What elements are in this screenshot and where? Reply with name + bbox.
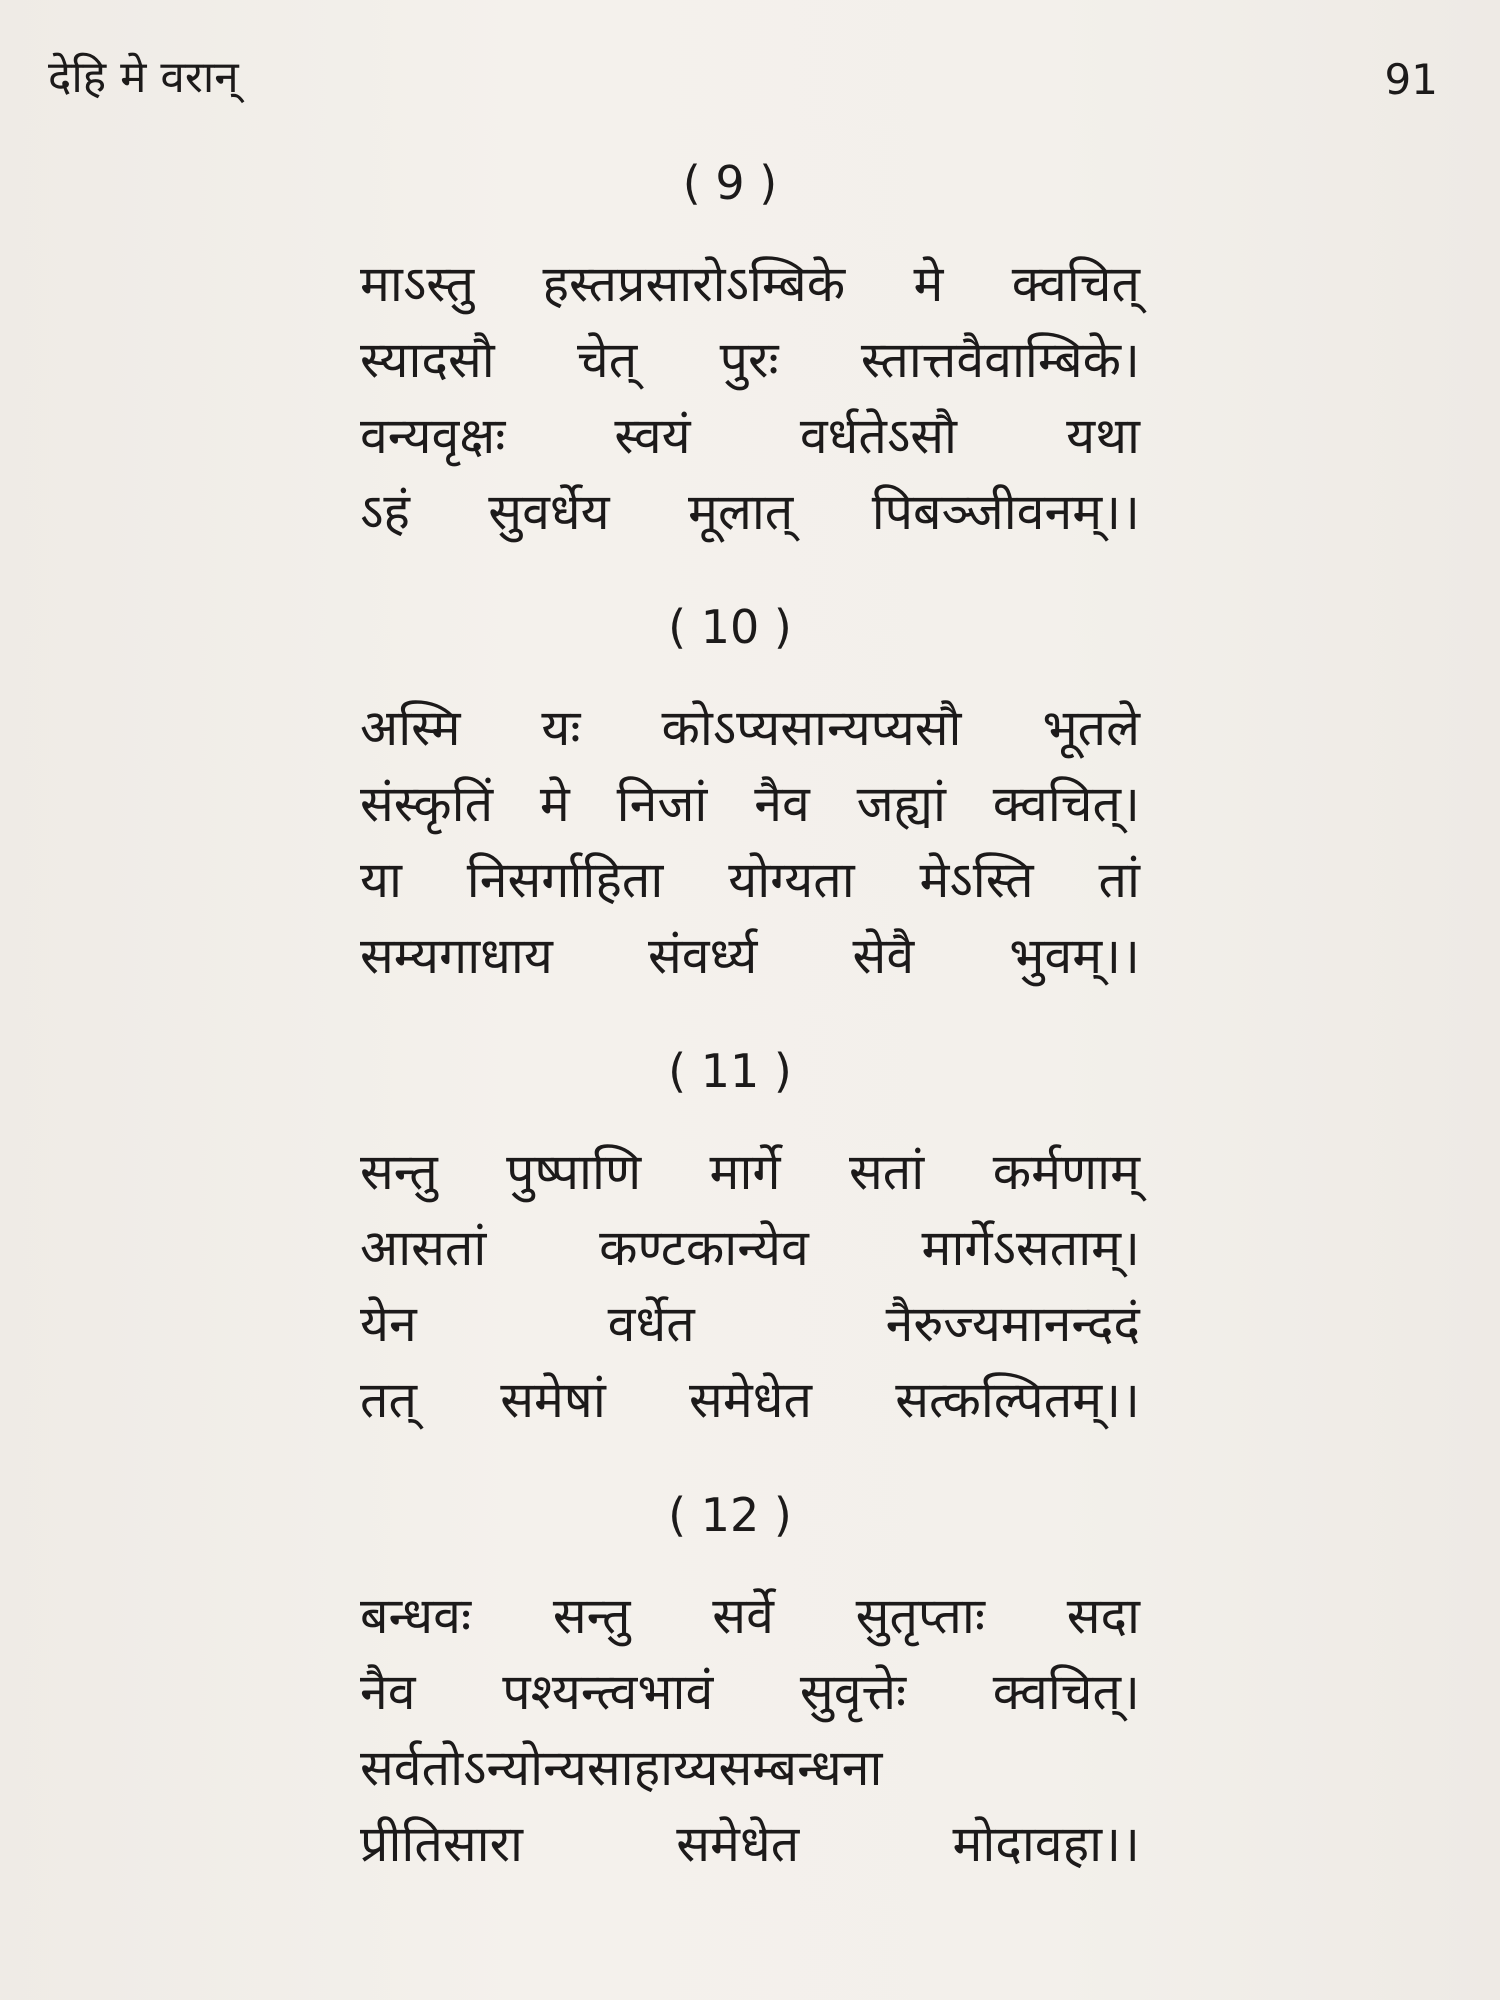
verse-line: या निसर्गाहिता योग्यता मेऽस्ति तां (360, 851, 1140, 909)
verse-10 (360, 594, 1140, 994)
verse-number: ( 10 ) (668, 600, 792, 654)
verse-line: आसतां कण्टकान्येव मार्गेऽसताम्। (360, 1219, 1140, 1277)
verse-line: बन्धवः सन्तु सर्वे सुतृप्ताः सदा (360, 1587, 1140, 1645)
verse-9 (360, 150, 1140, 550)
verse-line: स्यादसौ चेत् पुरः स्तात्तवैवाम्बिके। (360, 331, 1140, 389)
verse-line: नैव पश्यन्त्वभावं सुवृत्तेः क्वचित्। (360, 1663, 1140, 1721)
verse-line: प्रीतिसारा समेधेत मोदावहा।। (360, 1815, 1140, 1873)
verse-number: ( 11 ) (668, 1044, 792, 1098)
verse-list (360, 150, 1140, 1882)
verse-line: येन वर्धेत नैरुज्यमानन्ददं (360, 1295, 1140, 1353)
verse-line: ऽहं सुवर्धेय मूलात् पिबञ्जीवनम्।। (360, 483, 1140, 541)
page-number: 91 (1384, 55, 1438, 104)
verse-11 (360, 1038, 1140, 1438)
verse-line: संस्कृतिं मे निजां नैव जह्यां क्वचित्। (360, 775, 1140, 833)
verse-line: वन्यवृक्षः स्वयं वर्धतेऽसौ यथा (360, 407, 1140, 465)
running-title: देहि मे वरान् (48, 52, 239, 103)
verse-line: सन्तु पुष्पाणि मार्गे सतां कर्मणाम् (360, 1143, 1140, 1201)
verse-line: तत् समेषां समेधेत सत्कल्पितम्।। (360, 1371, 1140, 1429)
verse-line: सम्यगाधाय संवर्ध्य सेवै भुवम्।। (360, 927, 1140, 985)
verse-number: ( 12 ) (668, 1488, 792, 1542)
verse-line: माऽस्तु हस्तप्रसारोऽम्बिके मे क्वचित् (360, 255, 1140, 313)
verse-12 (360, 1482, 1140, 1882)
verse-number: ( 9 ) (682, 156, 778, 210)
verse-line: सर्वतोऽन्योन्यसाहाय्यसम्बन्धना (360, 1739, 883, 1797)
verse-line: अस्मि यः कोऽप्यसान्यप्यसौ भूतले (360, 699, 1140, 757)
